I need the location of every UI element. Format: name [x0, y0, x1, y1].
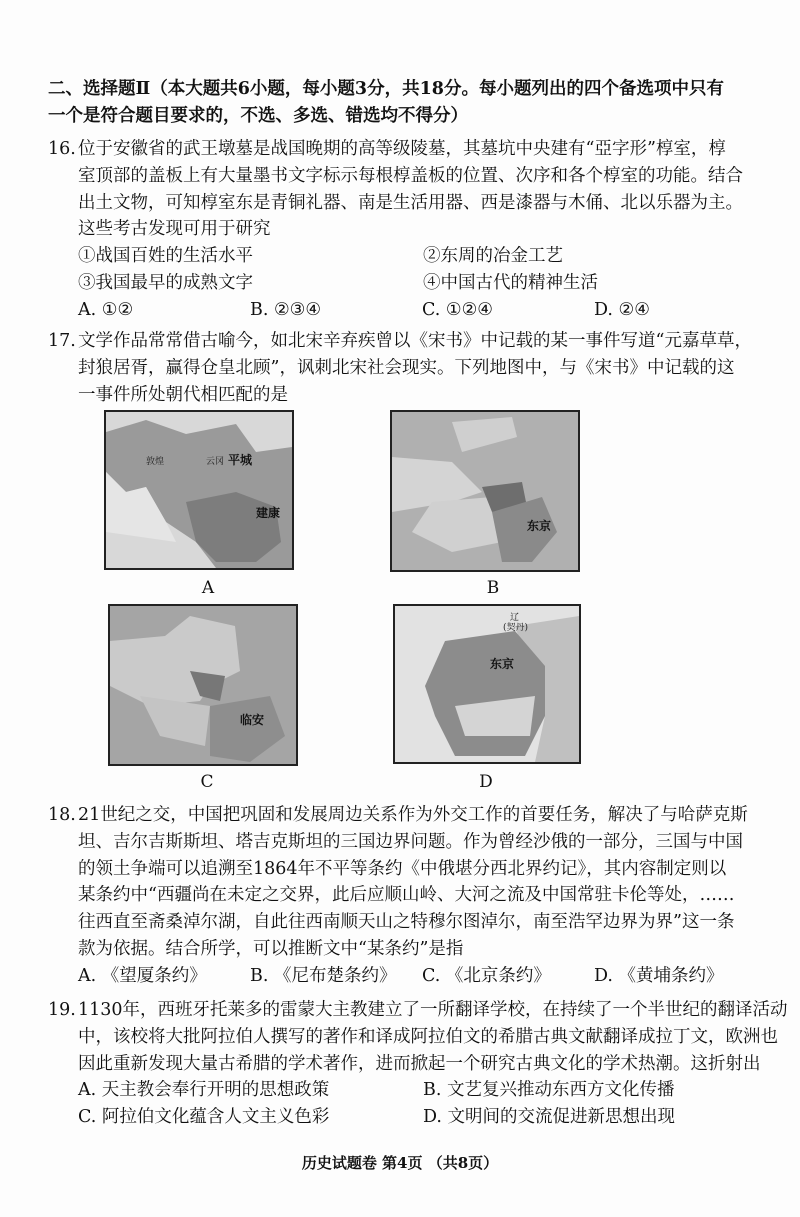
question-text: 这些考古发现可用于研究	[78, 219, 271, 240]
map-a	[104, 410, 294, 570]
question-text: 坦、吉尔吉斯斯坦、塔吉克斯坦的三国边界问题。作为曾经沙俄的一部分，三国与中国	[78, 831, 743, 852]
item: ②东周的冶金工艺	[423, 246, 563, 267]
question-text: 封狼居胥，赢得仓皇北顾”，讽刺北宋社会现实。下列地图中，与《宋书》中记载的这	[78, 357, 735, 378]
option-b[interactable]: B. 文艺复兴推动东西方文化传播	[423, 1080, 675, 1101]
question-18	[48, 802, 798, 990]
map-place-label: 云冈	[206, 457, 225, 467]
question-number: 19.	[48, 1000, 76, 1020]
question-number: 18.	[48, 805, 76, 825]
question-text: 位于安徽省的武王墩墓是战国晚期的高等级陵墓，其墓坑中央建有“亞字形”椁室，椁	[78, 139, 726, 159]
map-place-label: 东京	[527, 519, 552, 533]
map-d	[393, 604, 581, 764]
item: ④中国古代的精神生活	[423, 272, 598, 293]
map-b-label[interactable]: B	[486, 578, 500, 598]
question-text: 21世纪之交，中国把巩固和发展周边关系作为外交工作的首要任务，解决了与哈萨克斯	[78, 805, 748, 825]
question-text: 室顶部的盖板上有大量墨书文字标示每根椁盖板的位置、次序和各个椁室的功能。结合	[78, 165, 743, 186]
item: ③我国最早的成熟文字	[78, 272, 253, 293]
page-footer: 历史试题卷 第4页 （共8页）	[301, 1154, 499, 1172]
option-d[interactable]: D. 文明间的交流促进新思想出现	[423, 1107, 676, 1128]
option-a[interactable]: A. 天主教会奉行开明的思想政策	[78, 1080, 330, 1101]
question-text: 往西直至斋桑淖尔湖，自此往西南顺天山之特穆尔图淖尔，南至浩罕边界为界”这一条	[78, 912, 735, 933]
map-place-label: 平城	[228, 453, 253, 467]
question-text: 出土文物，可知椁室东是青铜礼器、南是生活用器、西是漆器与木俑、北以乐器为主。	[78, 192, 743, 213]
question-text: 款为依据。结合所学，可以推断文中“某条约”是指	[78, 938, 464, 959]
section-heading	[48, 76, 768, 130]
map-place-label: 辽	[510, 613, 520, 623]
map-b	[390, 410, 580, 572]
map-b-image	[392, 412, 578, 570]
question-number: 16.	[48, 139, 76, 159]
question-text: 的领土争端可以追溯至1864年不平等条约《中俄堪分西北界约记》，其内容制定则以	[78, 858, 727, 879]
question-16	[48, 136, 798, 324]
map-c	[108, 604, 298, 766]
question-text: 某条约中“西疆尚在未定之交界，此后应顺山岭、大河之流及中国常驻卡伦等处，……	[78, 885, 735, 906]
option-c[interactable]: C. 阿拉伯文化蕴含人文主义色彩	[78, 1107, 330, 1128]
option-c[interactable]: C. 《北京条约》	[422, 965, 551, 986]
map-a-label[interactable]: A	[201, 578, 215, 598]
question-text: 一事件所处朝代相匹配的是	[78, 384, 288, 405]
map-place-label: 敦煌	[146, 457, 165, 467]
option-d[interactable]: D. ②④	[594, 299, 650, 320]
question-text: 文学作品常常借古喻今，如北宋辛弃疾曾以《宋书》中记载的某一事件写道“元嘉草草，	[78, 331, 752, 351]
option-a[interactable]: A. 《望厦条约》	[78, 965, 207, 986]
option-a[interactable]: A. ①②	[78, 299, 134, 320]
map-c-label[interactable]: C	[200, 772, 214, 792]
map-place-label: (契丹)	[503, 623, 529, 633]
map-d-image	[395, 606, 579, 762]
section-heading-line: 一个是符合题目要求的，不选、多选、错选均不得分）	[48, 105, 468, 126]
option-d[interactable]: D. 《黄埔条约》	[594, 965, 724, 986]
question-text: 1130年，西班牙托莱多的雷蒙大主教建立了一所翻译学校，在持续了一个半世纪的翻译活动	[78, 1000, 788, 1020]
question-text: 中，该校将大批阿拉伯人撰写的著作和译成阿拉伯文的希腊古典文献翻译成拉丁文，欧洲也	[78, 1026, 778, 1047]
map-c-image	[110, 606, 296, 764]
option-b[interactable]: B. 《尼布楚条约》	[250, 965, 397, 986]
item: ①战国百姓的生活水平	[78, 246, 253, 267]
map-a-image	[106, 412, 292, 568]
map-place-label: 东京	[490, 657, 515, 671]
section-heading-line: 二、选择题Ⅱ（本大题共6小题，每小题3分，共18分。每小题列出的四个备选项中只有	[48, 79, 724, 99]
question-text: 因此重新发现大量古希腊的学术著作，进而掀起一个研究古典文化的学术热潮。这折射出	[78, 1053, 761, 1074]
question-17	[48, 328, 798, 408]
option-c[interactable]: C. ①②④	[422, 299, 493, 320]
map-place-label: 临安	[240, 713, 265, 727]
option-b[interactable]: B. ②③④	[250, 299, 322, 320]
map-d-label[interactable]: D	[479, 772, 493, 792]
map-place-label: 建康	[256, 506, 281, 520]
question-number: 17.	[48, 331, 76, 351]
question-19	[48, 997, 798, 1131]
